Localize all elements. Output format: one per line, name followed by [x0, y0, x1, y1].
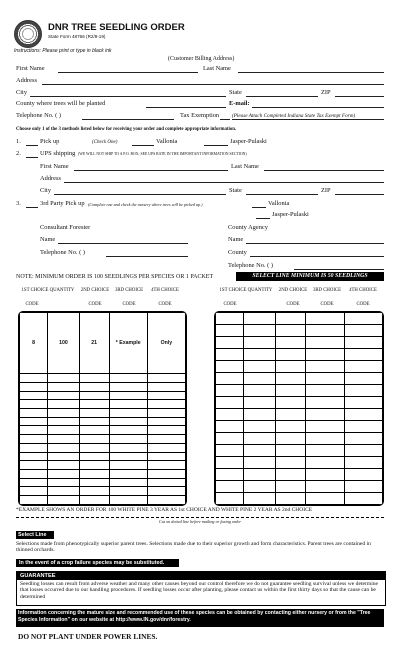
left-grid-cell[interactable] [109, 461, 147, 470]
left-grid-cell[interactable] [48, 426, 80, 435]
ups-label: UPS shipping [40, 150, 76, 157]
left-grid-cell[interactable] [109, 400, 147, 409]
left-grid-cell[interactable] [79, 391, 109, 400]
right-grid-cell[interactable] [244, 313, 276, 325]
right-grid-cell[interactable] [216, 349, 244, 361]
right-order-grid [214, 311, 384, 506]
select-line-heading: Select Line [16, 531, 54, 539]
right-grid-cell[interactable] [244, 373, 276, 385]
consultant-name-label: Name [40, 236, 56, 243]
right-1st-choice-header: 1ST CHOICE [219, 288, 247, 293]
left-grid-cell[interactable] [109, 408, 147, 417]
example-code-3: * Example [109, 313, 147, 374]
left-grid-row [20, 469, 186, 478]
right-grid-cell[interactable] [344, 445, 382, 457]
left-3rd-choice-header: 3RD CHOICE [114, 288, 144, 293]
left-grid-row [20, 443, 186, 452]
left-grid-cell[interactable] [147, 496, 185, 505]
right-grid-cell[interactable] [244, 493, 276, 505]
left-grid-cell[interactable] [48, 391, 80, 400]
methods-heading: Choose only 1 of the 3 methods listed below for receiving your order and complete appropriate information. [16, 127, 237, 132]
right-grid-row [216, 469, 383, 481]
left-grid-cell[interactable] [79, 408, 109, 417]
right-grid-cell[interactable] [276, 421, 306, 433]
right-grid-cell[interactable] [344, 397, 382, 409]
left-grid-cell[interactable] [20, 496, 48, 505]
left-grid-cell[interactable] [20, 469, 48, 478]
right-grid-cell[interactable] [216, 493, 244, 505]
consultant-telephone-label: Telephone No. ( ) [40, 249, 85, 256]
billing-first-name-field[interactable] [58, 72, 198, 73]
third-party-jasper-label: Jasper-Pulaski [272, 211, 309, 218]
right-grid-cell[interactable] [306, 313, 344, 325]
method-1-number: 1. [16, 138, 21, 145]
left-grid-cell[interactable] [48, 452, 80, 461]
method-2-number: 2. [16, 150, 21, 157]
left-grid-cell[interactable] [147, 469, 185, 478]
left-grid-cell[interactable] [79, 435, 109, 444]
left-grid-cell[interactable] [109, 391, 147, 400]
right-grid-cell[interactable] [306, 325, 344, 337]
agency-telephone-label: Telephone No. ( ) [228, 262, 273, 269]
guarantee-box [16, 571, 386, 606]
right-grid-row [216, 325, 383, 337]
right-code-3: CODE [320, 302, 334, 307]
right-grid-cell[interactable] [344, 457, 382, 469]
left-grid-row [20, 400, 186, 409]
left-grid-cell[interactable] [48, 417, 80, 426]
right-grid-cell[interactable] [276, 385, 306, 397]
left-grid-row [20, 478, 186, 487]
ups-first-name-label: First Name [40, 163, 69, 170]
right-4th-choice-header: 4TH CHOICE [349, 288, 377, 293]
left-grid-cell[interactable] [20, 443, 48, 452]
left-grid-cell[interactable] [48, 461, 80, 470]
ups-last-name-label: Last Name [231, 163, 259, 170]
right-grid-cell[interactable] [344, 481, 382, 493]
right-grid-cell[interactable] [216, 481, 244, 493]
power-lines-warning: DO NOT PLANT UNDER POWER LINES. [18, 632, 158, 641]
left-grid-cell[interactable] [109, 435, 147, 444]
right-grid-cell[interactable] [276, 493, 306, 505]
left-grid-cell[interactable] [48, 400, 80, 409]
left-grid-cell[interactable] [147, 408, 185, 417]
right-grid-cell[interactable] [344, 349, 382, 361]
right-grid-cell[interactable] [244, 409, 276, 421]
right-grid-cell[interactable] [344, 373, 382, 385]
left-grid-cell[interactable] [109, 426, 147, 435]
left-grid-cell[interactable] [79, 478, 109, 487]
right-grid-row [216, 373, 383, 385]
left-grid-cell[interactable] [147, 487, 185, 496]
right-grid-cell[interactable] [306, 433, 344, 445]
example-code-2: 21 [79, 313, 109, 374]
pickup-jasper-checkbox[interactable] [204, 145, 228, 146]
left-grid-cell[interactable] [79, 382, 109, 391]
left-grid-cell[interactable] [20, 408, 48, 417]
crop-failure-banner: In the event of a crop failure species may be substituted. [16, 559, 179, 567]
left-grid-cell[interactable] [20, 400, 48, 409]
right-grid-cell[interactable] [216, 421, 244, 433]
billing-county-field[interactable] [146, 107, 226, 108]
right-grid-cell[interactable] [344, 433, 382, 445]
billing-email-label: E-mail: [229, 100, 250, 107]
ups-zip-field[interactable] [335, 194, 384, 195]
right-grid-row [216, 457, 383, 469]
right-grid-cell[interactable] [244, 325, 276, 337]
right-grid-row [216, 421, 383, 433]
right-grid-cell[interactable] [244, 421, 276, 433]
form-title: DNR TREE SEEDLING ORDER [48, 22, 185, 33]
right-grid-cell[interactable] [306, 397, 344, 409]
right-grid-row [216, 337, 383, 349]
left-grid-cell[interactable] [79, 426, 109, 435]
example-quantity: 100 [48, 313, 80, 374]
right-grid-cell[interactable] [306, 385, 344, 397]
right-grid-cell[interactable] [276, 337, 306, 349]
cut-line-note: Cut on dotted line before mailing or faxing order [158, 519, 242, 524]
agency-name-label: Name [228, 236, 244, 243]
third-party-checkbox[interactable] [26, 207, 38, 208]
left-2nd-choice-header: 2ND CHOICE [80, 288, 110, 293]
right-grid-cell[interactable] [276, 397, 306, 409]
tax-exemption-label: Tax Exemption [180, 112, 220, 119]
right-grid-cell[interactable] [306, 457, 344, 469]
consultant-telephone-field[interactable] [106, 256, 188, 257]
right-grid-row [216, 385, 383, 397]
right-grid-cell[interactable] [344, 325, 382, 337]
left-grid-cell[interactable] [147, 382, 185, 391]
right-grid-cell[interactable] [244, 361, 276, 373]
right-grid-row [216, 433, 383, 445]
ups-city-field[interactable] [54, 194, 226, 195]
left-grid-cell[interactable] [48, 435, 80, 444]
left-grid-row [20, 391, 186, 400]
billing-last-name-label: Last Name [203, 65, 231, 72]
left-grid-cell[interactable] [79, 469, 109, 478]
consultant-forester-label: Consultant Forester [40, 224, 91, 231]
left-grid-cell[interactable] [20, 478, 48, 487]
left-grid-cell[interactable] [48, 408, 80, 417]
right-grid-cell[interactable] [244, 337, 276, 349]
left-4th-choice-header: 4TH CHOICE [151, 288, 179, 293]
left-grid-cell[interactable] [48, 382, 80, 391]
left-grid-cell[interactable] [79, 417, 109, 426]
left-grid-cell[interactable] [79, 496, 109, 505]
right-grid-cell[interactable] [276, 373, 306, 385]
third-party-jasper-checkbox[interactable] [256, 218, 270, 219]
third-party-vallonia-label: Vallonia [268, 200, 290, 207]
right-grid-cell[interactable] [216, 469, 244, 481]
right-grid-row [216, 397, 383, 409]
example-note: *EXAMPLE SHOWS AN ORDER FOR 100 WHITE PINE 3 YEAR AS 1st CHOICE AND WHITE PINE 2 YEAR AS 2nd CHOICE [16, 507, 313, 513]
right-grid-cell[interactable] [306, 409, 344, 421]
right-grid-row [216, 349, 383, 361]
right-grid-cell[interactable] [276, 361, 306, 373]
right-grid-cell[interactable] [306, 337, 344, 349]
right-grid-cell[interactable] [344, 493, 382, 505]
left-grid-cell[interactable] [79, 443, 109, 452]
example-code-4: Only [147, 313, 185, 374]
left-grid-cell[interactable] [20, 391, 48, 400]
agency-county-field[interactable] [250, 256, 384, 257]
left-grid-cell[interactable] [147, 478, 185, 487]
left-grid-cell[interactable] [20, 417, 48, 426]
right-grid-cell[interactable] [276, 469, 306, 481]
left-grid-cell[interactable] [109, 469, 147, 478]
billing-email-field[interactable] [252, 107, 384, 108]
left-grid-row [20, 487, 186, 496]
right-grid-row [216, 493, 383, 505]
right-grid-cell[interactable] [344, 469, 382, 481]
right-grid-cell[interactable] [344, 313, 382, 325]
billing-county-label: County where trees will be planted [16, 100, 106, 107]
right-grid-cell[interactable] [244, 433, 276, 445]
right-grid-cell[interactable] [306, 349, 344, 361]
right-grid-cell[interactable] [216, 409, 244, 421]
third-party-vallonia-checkbox[interactable] [252, 207, 266, 208]
billing-state-label: State [229, 89, 242, 96]
pickup-jasper-label: Jasper-Pulaski [230, 138, 267, 145]
left-grid-cell[interactable] [79, 374, 109, 383]
tax-exemption-checkbox[interactable] [220, 119, 230, 120]
right-grid-cell[interactable] [306, 361, 344, 373]
right-grid-cell[interactable] [216, 433, 244, 445]
right-grid-cell[interactable] [216, 337, 244, 349]
left-grid-cell[interactable] [147, 400, 185, 409]
left-grid-row [20, 496, 186, 505]
left-grid-cell[interactable] [20, 374, 48, 383]
left-grid-cell[interactable] [20, 426, 48, 435]
left-grid-cell[interactable] [48, 487, 80, 496]
ups-address-field[interactable] [64, 182, 384, 183]
right-grid-row [216, 361, 383, 373]
left-grid-cell[interactable] [20, 382, 48, 391]
billing-telephone-field[interactable] [82, 119, 174, 120]
ups-checkbox[interactable] [26, 157, 38, 158]
left-grid-cell[interactable] [48, 478, 80, 487]
form-number: State Form 48766 (R2/8-19) [48, 34, 106, 39]
left-grid-row [20, 435, 186, 444]
right-grid-cell[interactable] [216, 457, 244, 469]
agency-telephone-field[interactable] [294, 269, 384, 270]
right-grid-cell[interactable] [216, 361, 244, 373]
minimum-order-note: NOTE: MINIMUM ORDER IS 100 SEEDLINGS PER SPECIES OR 1 PACKET [16, 274, 214, 280]
ups-city-label: City [40, 187, 52, 194]
billing-telephone-label: Telephone No. ( ) [16, 112, 61, 119]
third-party-label: 3rd Party Pick up [40, 200, 85, 207]
left-grid-cell[interactable] [147, 391, 185, 400]
left-1st-choice-header: 1ST CHOICE [21, 288, 49, 293]
right-grid-cell[interactable] [216, 397, 244, 409]
agency-name-field[interactable] [246, 243, 384, 244]
left-grid-cell[interactable] [79, 461, 109, 470]
tax-exemption-note: (Please Attach Completed Indiana State Tax Exempt Form) [232, 113, 356, 119]
tax-note-underline [232, 119, 384, 120]
left-grid-row [20, 382, 186, 391]
right-grid-cell[interactable] [306, 445, 344, 457]
right-grid-cell[interactable] [244, 397, 276, 409]
left-grid-cell[interactable] [20, 435, 48, 444]
right-grid-row [216, 481, 383, 493]
right-grid-cell[interactable] [244, 481, 276, 493]
right-grid-cell[interactable] [276, 313, 306, 325]
select-line-minimum-banner: SELECT LINE MINIMUM IS 50 SEEDLINGS [236, 272, 384, 281]
left-code-4: CODE [158, 302, 172, 307]
right-grid-cell[interactable] [244, 469, 276, 481]
billing-city-field[interactable] [30, 96, 226, 97]
right-grid-cell[interactable] [344, 421, 382, 433]
right-2nd-choice-header: 2ND CHOICE [278, 288, 308, 293]
example-row [20, 313, 186, 374]
left-grid-row [20, 417, 186, 426]
left-grid-cell[interactable] [48, 496, 80, 505]
billing-heading: (Customer Billing Address) [168, 56, 235, 62]
right-grid-cell[interactable] [244, 445, 276, 457]
right-code-1: CODE [223, 302, 237, 307]
right-grid-cell[interactable] [344, 361, 382, 373]
guarantee-heading: GUARANTEE [17, 572, 385, 580]
billing-address-field[interactable] [42, 84, 384, 85]
county-agency-label: County Agency [228, 224, 268, 231]
right-quantity-header: QUANTITY [247, 288, 273, 293]
right-grid-cell[interactable] [306, 421, 344, 433]
pickup-vallonia-label: Vallonia [156, 138, 178, 145]
left-order-grid [18, 311, 187, 506]
left-grid-row [20, 374, 186, 383]
left-grid-row [20, 461, 186, 470]
right-grid-cell[interactable] [344, 409, 382, 421]
right-code-2: CODE [286, 302, 300, 307]
left-grid-cell[interactable] [147, 435, 185, 444]
pickup-note: (Check One) [92, 140, 118, 145]
right-grid-cell[interactable] [216, 313, 244, 325]
right-grid-cell[interactable] [344, 337, 382, 349]
consultant-name-field[interactable] [58, 243, 188, 244]
method-3-number: 3. [16, 200, 21, 207]
left-quantity-header: QUANTITY [49, 288, 75, 293]
instructions: Instructions: Please print or type in black ink [14, 48, 112, 54]
left-grid-cell[interactable] [109, 452, 147, 461]
left-grid-cell[interactable] [109, 374, 147, 383]
pickup-label: Pick up [40, 138, 60, 145]
billing-address-label: Address [16, 77, 37, 84]
right-grid-cell[interactable] [276, 481, 306, 493]
right-grid-cell[interactable] [276, 457, 306, 469]
right-3rd-choice-header: 3RD CHOICE [312, 288, 342, 293]
left-grid-cell[interactable] [109, 478, 147, 487]
left-grid-cell[interactable] [48, 469, 80, 478]
left-grid-cell[interactable] [20, 461, 48, 470]
left-grid-cell[interactable] [48, 443, 80, 452]
ups-state-field[interactable] [246, 194, 318, 195]
left-grid-cell[interactable] [20, 452, 48, 461]
pickup-vallonia-checkbox[interactable] [132, 145, 154, 146]
left-grid-cell[interactable] [147, 417, 185, 426]
right-grid-cell[interactable] [244, 349, 276, 361]
left-grid-cell[interactable] [109, 443, 147, 452]
left-code-1: CODE [25, 302, 39, 307]
ups-address-label: Address [40, 175, 61, 182]
right-grid-cell[interactable] [216, 445, 244, 457]
right-grid-cell[interactable] [276, 325, 306, 337]
select-line-text: Selections made from phenotypically superior parent trees. Selections made due to their superior growth and form characteristics. Parent trees are contained in thinned orchards. [16, 541, 371, 554]
left-grid-cell[interactable] [109, 417, 147, 426]
right-grid-cell[interactable] [244, 385, 276, 397]
example-code-1: 8 [20, 313, 48, 374]
right-grid-cell[interactable] [306, 493, 344, 505]
ups-zip-label: ZIP [321, 187, 331, 194]
agency-county-label: County [228, 249, 247, 256]
right-grid-cell[interactable] [306, 481, 344, 493]
right-grid-cell[interactable] [306, 469, 344, 481]
left-grid-cell[interactable] [147, 452, 185, 461]
right-grid-row [216, 409, 383, 421]
right-grid-cell[interactable] [276, 433, 306, 445]
right-grid-row [216, 313, 383, 325]
ups-note: (WE WILL NOT SHIP TO A P.O. BOX; SEE UPS RATE IN THE IMPORTANT INFORMATION SECTION) [78, 152, 247, 156]
left-grid-cell[interactable] [79, 400, 109, 409]
left-grid-cell[interactable] [20, 487, 48, 496]
ups-state-label: State [229, 187, 242, 194]
left-grid-cell[interactable] [48, 374, 80, 383]
right-grid-cell[interactable] [306, 373, 344, 385]
left-grid-cell[interactable] [109, 496, 147, 505]
left-grid-cell[interactable] [147, 461, 185, 470]
right-grid-cell[interactable] [276, 445, 306, 457]
left-grid-cell[interactable] [147, 426, 185, 435]
guarantee-text: Seedling losses can result from adverse weather and many other causes beyond our control therefore we do not guarantee seedling survival unless we determine that losses occurred due to our handling procedures. If seedling losses occur after planting, please contact us within the first thirty days so that the cause can be determined [20, 581, 379, 600]
right-grid-cell[interactable] [216, 325, 244, 337]
state-seal-icon [14, 20, 42, 48]
species-info-banner: Information concerning the mature size and recommended use of these species can be obtained by contacting either nursery or from the "Tree Species Information" on our website at http://www.IN.gov/dnr/forestry. [16, 609, 384, 627]
pickup-checkbox[interactable] [26, 145, 38, 146]
ups-last-name-field[interactable] [264, 170, 384, 171]
left-grid-row [20, 426, 186, 435]
billing-city-label: City [16, 89, 28, 96]
right-code-4: CODE [356, 302, 370, 307]
left-grid-cell[interactable] [147, 374, 185, 383]
left-code-2: CODE [88, 302, 102, 307]
left-grid-row [20, 408, 186, 417]
cut-line [16, 517, 384, 518]
billing-zip-field[interactable] [335, 96, 384, 97]
left-grid-cell[interactable] [147, 443, 185, 452]
left-grid-cell[interactable] [79, 487, 109, 496]
left-code-3: CODE [122, 302, 136, 307]
right-grid-cell[interactable] [216, 385, 244, 397]
left-grid-row [20, 452, 186, 461]
left-grid-cell[interactable] [109, 487, 147, 496]
right-grid-row [216, 445, 383, 457]
left-grid-cell[interactable] [109, 382, 147, 391]
right-grid-cell[interactable] [244, 457, 276, 469]
left-grid-cell[interactable] [79, 452, 109, 461]
billing-zip-label: ZIP [321, 89, 331, 96]
right-grid-cell[interactable] [276, 349, 306, 361]
billing-last-name-field[interactable] [238, 72, 384, 73]
ups-first-name-field[interactable] [74, 170, 228, 171]
billing-state-field[interactable] [246, 96, 318, 97]
right-grid-cell[interactable] [276, 409, 306, 421]
right-grid-cell[interactable] [216, 373, 244, 385]
third-party-note: (Complete one and check the nursery where trees will be picked up.) [88, 202, 203, 207]
billing-first-name-label: First Name [16, 65, 45, 72]
right-grid-cell[interactable] [344, 385, 382, 397]
